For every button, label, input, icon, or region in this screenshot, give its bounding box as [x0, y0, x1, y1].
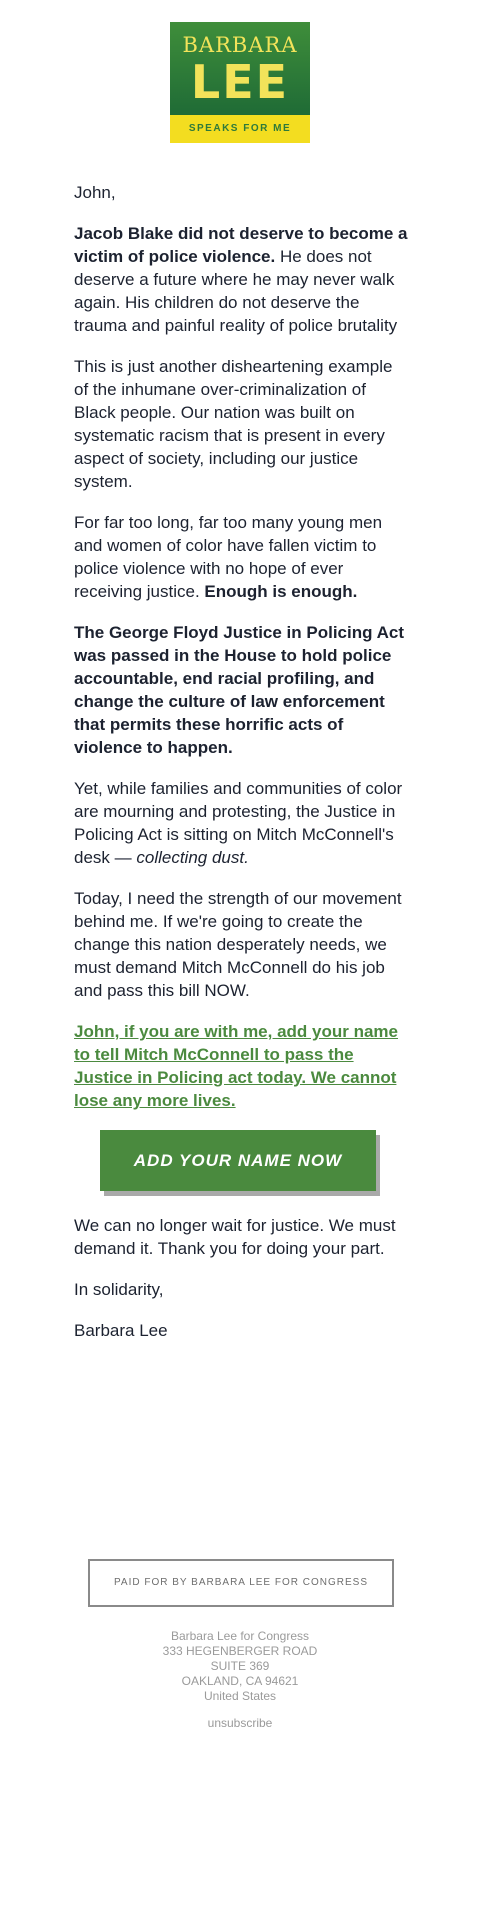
address-line: SUITE 369 [210, 1659, 270, 1673]
unsubscribe-link[interactable]: unsubscribe [207, 1716, 273, 1730]
paragraph-2: This is just another disheartening example of the inhumane over-criminalization of Black people. Our nation was built on systematic racism that is present in every aspect of society, including our justice system. [74, 357, 393, 491]
logo-tagline: SPEAKS FOR ME [170, 115, 310, 143]
email-body [74, 181, 410, 1360]
address-line: United States [203, 1689, 277, 1703]
paragraph-6: Today, I need the strength of our movement behind me. If we're going to create the change this nation desperately needs, we must demand Mitch McConnell do his job and pass this bill NOW. [74, 889, 402, 1000]
paragraph-5-italic: collecting dust. [136, 848, 249, 867]
paragraph-4: The George Floyd Justice in Policing Act was passed in the House to hold police accountable, end racial profiling, and change the culture of law enforcement that permits these horrific acts of violence to happen. [74, 623, 404, 757]
paragraph-7: We can no longer wait for justice. We must demand it. Thank you for doing your part. [74, 1216, 396, 1258]
logo-first-name: BARBARA [182, 33, 298, 57]
paragraph-1-bold: Jacob Blake did not deserve to become a victim of police violence. [74, 224, 408, 266]
address-line: 333 HEGENBERGER ROAD [162, 1644, 318, 1658]
greeting: John, [74, 183, 116, 202]
paragraph-5-text: Yet, while families and communities of color are mourning and protesting, the Justice in Policing Act is sitting on Mitch McConnell's desk — [74, 779, 403, 867]
paragraph-1 [74, 222, 410, 337]
add-your-name-button[interactable]: ADD YOUR NAME NOW [100, 1130, 376, 1191]
paid-for-disclaimer: PAID FOR BY BARBARA LEE FOR CONGRESS [88, 1559, 394, 1607]
paragraph-3-bold: Enough is enough. [204, 582, 358, 601]
logo-last-name: LEE [190, 55, 290, 109]
address-line: OAKLAND, CA 94621 [181, 1674, 299, 1688]
paragraph-1-text: He does not deserve a future where he may never walk again. His children do not deserve the trauma and painful reality of police brutality [74, 247, 398, 335]
paragraph-3-text: For far too long, far too many young men and women of color have fallen victim to police violence with no hope of ever receiving justice. [74, 513, 383, 601]
paragraph-5 [74, 777, 410, 869]
cta-link[interactable]: John, if you are with me, add your name to tell Mitch McConnell to pass the Justice in Policing act today. We cannot lose any more lives. [74, 1022, 399, 1110]
barbara-lee-logo [170, 22, 310, 143]
address-line: Barbara Lee for Congress [170, 1629, 310, 1643]
closing: In solidarity, [74, 1280, 164, 1299]
logo-name-block [170, 22, 310, 115]
cta-button-wrap [74, 1130, 410, 1192]
mailing-address [0, 1629, 480, 1704]
paragraph-3 [74, 511, 410, 603]
signature: Barbara Lee [74, 1321, 168, 1340]
cta-paragraph [74, 1020, 410, 1112]
